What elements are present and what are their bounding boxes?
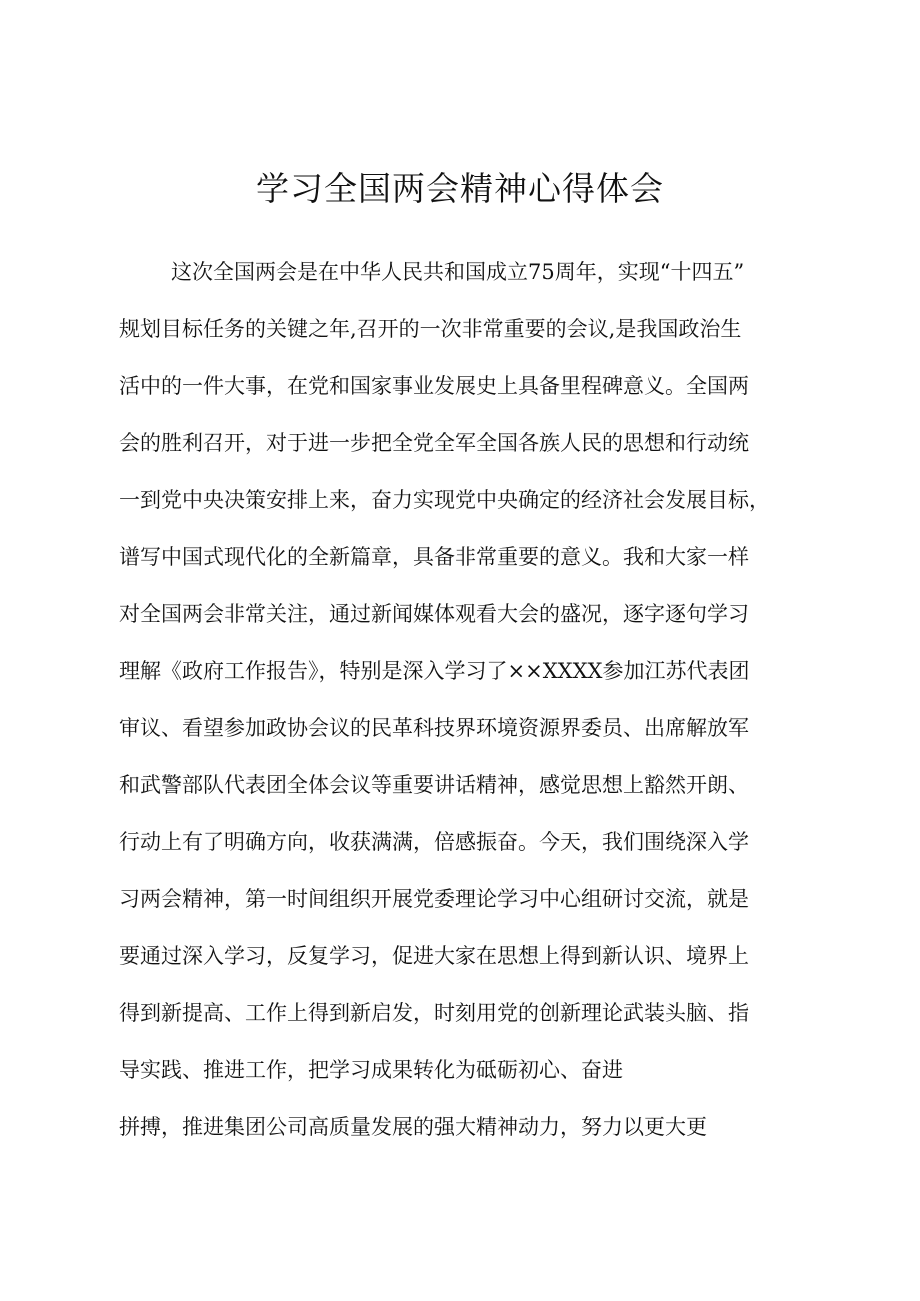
paragraph-line: 一到党中央决策安排上来，奋力实现党中央确定的经济社会发展目标， — [119, 488, 770, 512]
paragraph-line: 习两会精神，第一时间组织开展党委理论学习中心组研讨交流，就是 — [119, 887, 749, 911]
paragraph-line: 要通过深入学习，反复学习，促进大家在思想上得到新认识、境界上 — [119, 944, 749, 968]
paragraph-line: 得到新提高、工作上得到新启发，时刻用党的创新理论武装头脑、指 — [119, 1001, 749, 1025]
paragraph-line: 和武警部队代表团全体会议等重要讲话精神，感觉思想上豁然开朗、 — [119, 773, 749, 797]
paragraph-line: 谱写中国式现代化的全新篇章，具备非常重要的意义。我和大家一样 — [119, 545, 749, 569]
paragraph-line: 审议、看望参加政协会议的民革科技界环境资源界委员、出席解放军 — [119, 716, 749, 740]
paragraph-line: 理解《政府工作报告》，特别是深入学习了××XXXX参加江苏代表团 — [119, 659, 750, 683]
paragraph-line: 这次全国两会是在中华人民共和国成立75周年，实现“十四五” — [171, 260, 745, 284]
paragraph-line: 拼搏，推进集团公司高质量发展的强大精神动力，努力以更大更 — [119, 1115, 707, 1139]
document-title: 学习全国两会精神心得体会 — [256, 169, 664, 208]
paragraph-line: 会的胜利召开，对于进一步把全党全军全国各族人民的思想和行动统 — [119, 431, 749, 455]
paragraph-line: 活中的一件大事，在党和国家事业发展史上具备里程碑意义。全国两 — [119, 374, 749, 398]
paragraph-line: 导实践、推进工作，把学习成果转化为砥砺初心、奋进 — [119, 1058, 623, 1082]
paragraph-line: 对全国两会非常关注，通过新闻媒体观看大会的盛况，逐字逐句学习 — [119, 602, 749, 626]
paragraph-line: 规划目标任务的关键之年,召开的一次非常重要的会议,是我国政治生 — [119, 317, 742, 341]
paragraph-line: 行动上有了明确方向，收获满满，倍感振奋。今天，我们围绕深入学 — [119, 830, 749, 854]
